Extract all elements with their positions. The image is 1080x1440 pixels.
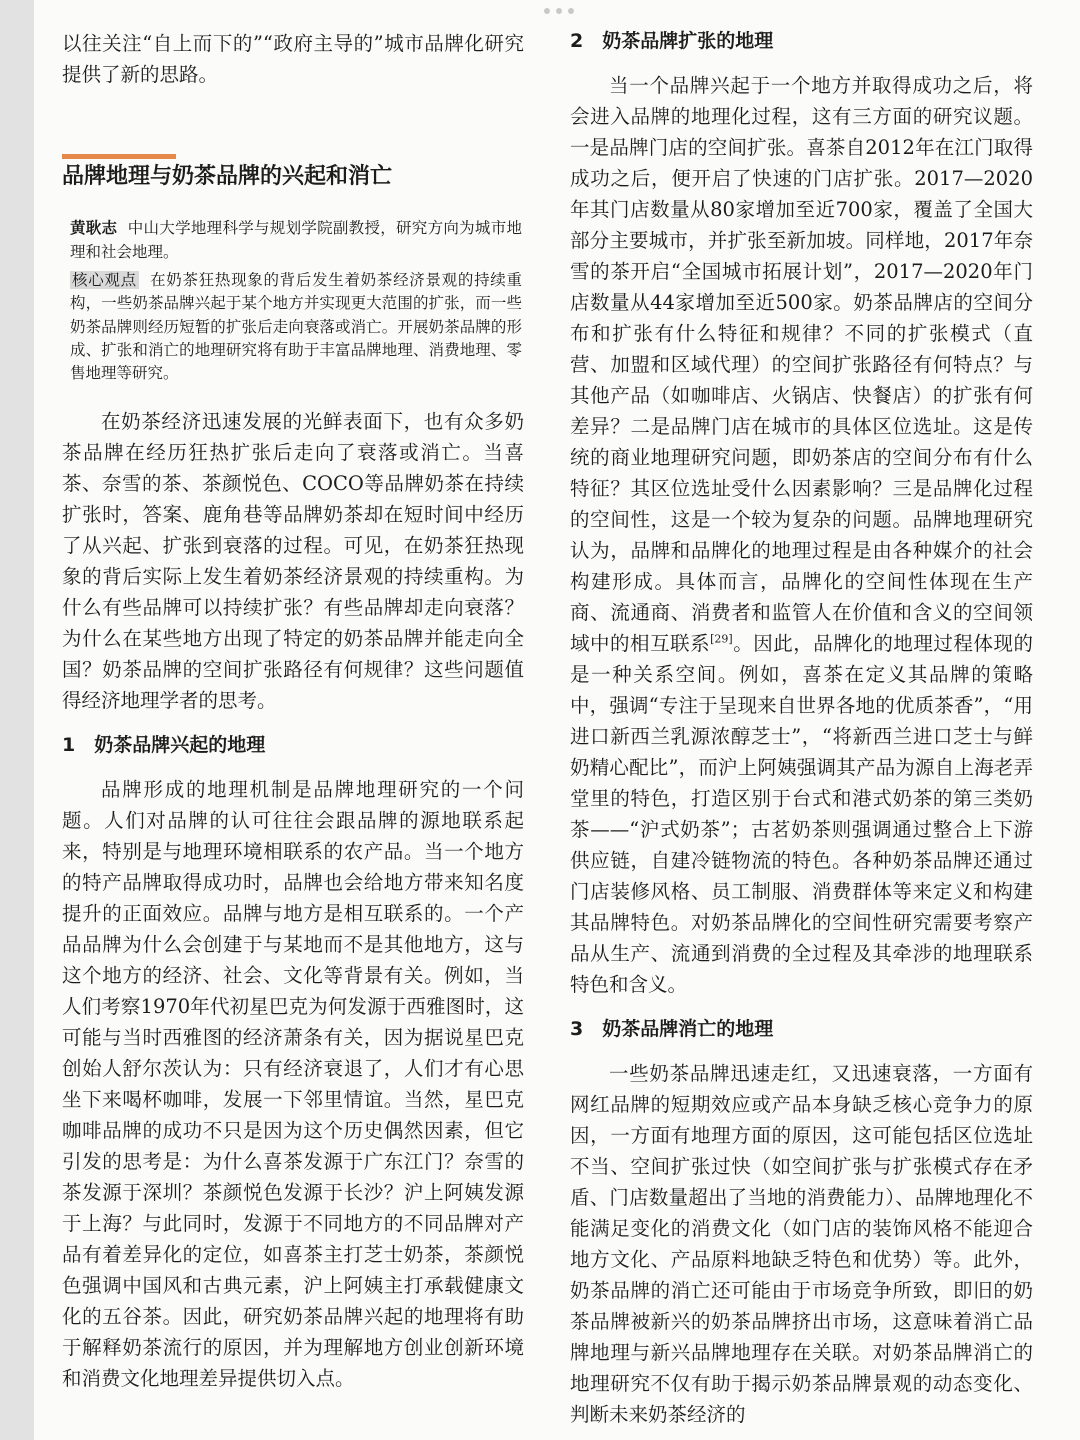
article-title: 品牌地理与奶茶品牌的兴起和消亡 bbox=[62, 164, 393, 189]
section-heading-2: 2 奶茶品牌扩张的地理 bbox=[570, 30, 774, 52]
key-point-label: 核心观点 bbox=[72, 271, 137, 289]
section-heading-1: 1 奶茶品牌兴起的地理 bbox=[62, 734, 266, 756]
paragraph: 在奶茶经济迅速发展的光鲜表面下，也有众多奶茶品牌在经历狂热扩张后走向了衰落或消亡。当喜茶、奈雪的茶、茶颜悦色、COCO等品牌奶茶在持续扩张时，答案、鹿角巷等品牌奶茶却在短时间中经历了从兴起、扩张到衰落的过程。可见，在奶茶狂热现象的背后实际上发生着奶茶经济景观的持续重构。为什么有些品牌可以持续扩张？有些品牌却走向衰落？为什么在某些地方出现了特定的奶茶品牌并能走向全国？奶茶品牌的空间扩张路径有何规律？这些问题值得经济地理学者的思考。 bbox=[62, 410, 524, 712]
section-heading-3: 3 奶茶品牌消亡的地理 bbox=[570, 1018, 774, 1040]
paragraph: 品牌形成的地理机制是品牌地理研究的一个问题。人们对品牌的认可往往会跟品牌的源地联系起来，特别是与地理环境相联系的农产品。当一个地方的特产品牌取得成功时，品牌也会给地方带来知名度提升的正面效应。品牌与地方是相互联系的。一个产品品牌为什么会创建于与某地而不是其他地方，这与这个地方的经济、社会、文化等背景有关。例如，当人们考察1970年代初星巴克为何发源于西雅图时，这可能与当时西雅图的经济萧条有关，因为据说星巴克创始人舒尔茨认为：只有经济衰退了，人们才有心思坐下来喝杯咖啡，发展一下邻里情谊。当然，星巴克咖啡品牌的成功不只是因为这个历史偶然因素，但它引发的思考是：为什么喜茶发源于广东江门？奈雪的茶发源于深圳？茶颜悦色发源于长沙？沪上阿姨发源于上海？与此同时，发源于不同地方的不同品牌对产品有着差异化的定位，如喜茶主打芝士奶茶，茶颜悦色强调中国风和古典元素，沪上阿姨主打承载健康文化的五谷茶。因此，研究奶茶品牌兴起的地理将有助于解释奶茶流行的原因，并为理解地方创业创新环境和消费文化地理差异提供切入点。 bbox=[62, 778, 524, 1390]
citation-ref: [29] bbox=[710, 632, 733, 646]
left-body bbox=[62, 406, 524, 1394]
author-bio: 中山大学地理科学与规划学院副教授，研究方向为城市地理和社会地理。 bbox=[70, 219, 522, 261]
paragraph bbox=[570, 70, 1033, 1000]
paragraph: 一些奶茶品牌迅速走红，又迅速衰落，一方面有网红品牌的短期效应或产品本身缺乏核心竞争力的原因，一方面有地理方面的原因，这可能包括区位选址不当、空间扩张过快（如空间扩张与扩张模式存在矛盾、门店数量超出了当地的消费能力）、品牌地理化不能满足变化的消费文化（如门店的装饰风格不能迎合地方文化、产品原料地缺乏特色和优势）等。此外，奶茶品牌的消亡还可能由于市场竞争所致，即旧的奶茶品牌被新兴的奶茶品牌挤出市场，这意味着消亡品牌地理与新兴品牌地理存在关联。对奶茶品牌消亡的地理研究不仅有助于揭示奶茶品牌景观的动态变化、判断未来奶茶经济的 bbox=[570, 1062, 1033, 1426]
title-accent-bar bbox=[62, 154, 176, 159]
paragraph-part: 。因此，品牌化的地理过程体现的是一种关系空间。例如，喜茶在定义其品牌的策略中，强调“专注于呈现来自世界各地的优质茶香”，“用进口新西兰乳源浓醇芝士”，“将新西兰进口芝士与鲜奶精心配比”，而沪上阿姨强调其产品为源自上海老弄堂里的特色，打造区别于台式和港式奶茶的第三类奶茶——“沪式奶茶”；古茗奶茶则强调通过整合上下游供应链，自建冷链物流的特色。各种奶茶品牌还通过门店装修风格、员工制服、消费群体等来定义和构建其品牌特色。对奶茶品牌化的空间性研究需要考察产品从生产、流通到消费的全过程及其牵涉的地理联系特色和含义。 bbox=[570, 632, 1033, 996]
key-point-text: 在奶茶狂热现象的背后发生着奶茶经济景观的持续重构，一些奶茶品牌兴起于某个地方并实现更大范围的扩张，而一些奶茶品牌则经历短暂的扩张后走向衰落或消亡。开展奶茶品牌的形成、扩张和消亡的地理研究将有助于丰富品牌地理、消费地理、零售地理等研究。 bbox=[70, 271, 522, 383]
page-indicator-dots bbox=[544, 8, 574, 14]
author-name: 黄耿志 bbox=[70, 218, 118, 237]
key-point bbox=[70, 269, 522, 385]
journal-page bbox=[34, 0, 1080, 1440]
author-info bbox=[70, 216, 522, 264]
intro-paragraph-end: 以往关注“自上而下的”“政府主导的”城市品牌化研究提供了新的思路。 bbox=[62, 32, 524, 86]
right-column bbox=[570, 26, 1033, 1430]
paragraph-part: 当一个品牌兴起于一个地方并取得成功之后，将会进入品牌的地理化过程，这有三方面的研究议题。一是品牌门店的空间扩张。喜茶自2012年在江门取得成功之后，便开启了快速的门店扩张。2017—2020年其门店数量从80家增加至近700家，覆盖了全国大部分主要城市，并扩张至新加坡。同样地，2017年奈雪的茶开启“全国城市拓展计划”，2017—2020年门店数量从44家增加至近500家。奶茶品牌店的空间分布和扩张有什么特征和规律？不同的扩张模式（直营、加盟和区域代理）的空间扩张路径有何特点？与其他产品（如咖啡店、火锅店、快餐店）的扩张有何差异？二是品牌门店在城市的具体区位选址。这是传统的商业地理研究问题，即奶茶店的空间分布有什么特征？其区位选址受什么因素影响？三是品牌化过程的空间性，这是一个较为复杂的问题。品牌地理研究认为，品牌和品牌化的地理过程是由各种媒介的社会构建形成。具体而言，品牌化的空间性体现在生产商、流通商、消费者和监管人在价值和含义的空间领域中的相互联系 bbox=[570, 74, 1033, 655]
